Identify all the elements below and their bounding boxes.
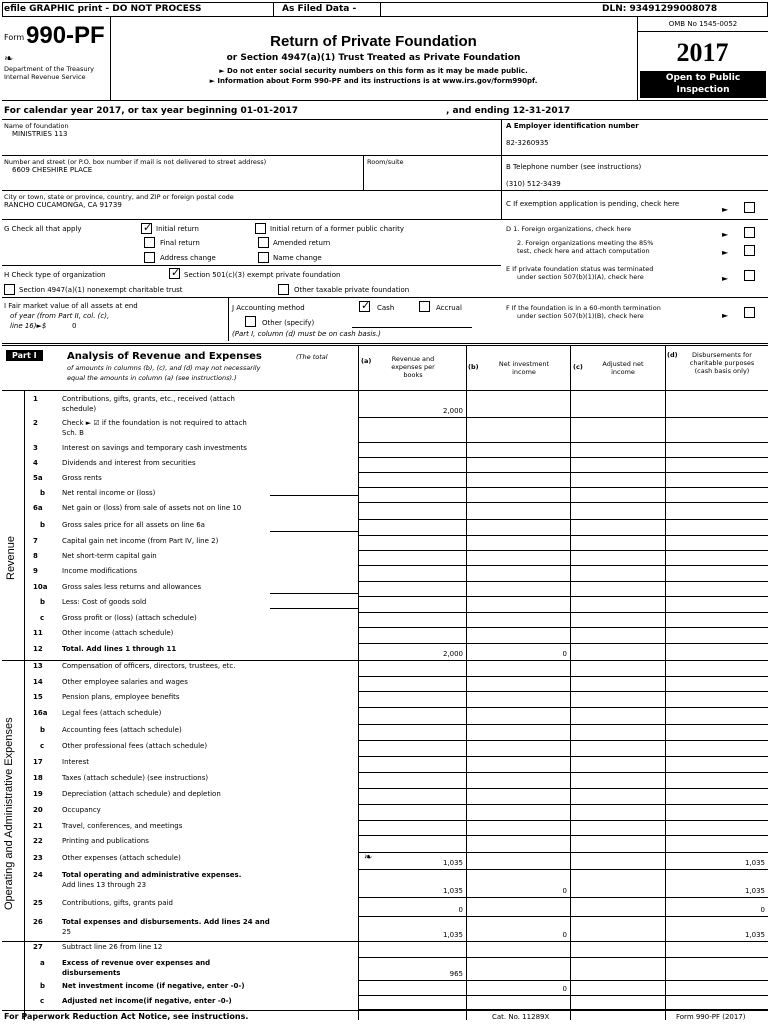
row-number: 10a	[33, 583, 48, 591]
row-value-a[interactable]: 1,035	[442, 887, 463, 895]
e-arrow-icon: ►	[722, 274, 729, 283]
h-4947-label: Section 4947(a)(1) nonexempt charitable trust	[19, 286, 183, 294]
row-label: Gross rents	[62, 474, 102, 482]
calendar-year-line: For calendar year 2017, or tax year beginning 01-01-2017	[4, 106, 299, 116]
row-label: Total expenses and disbursements. Add lines 24 and	[62, 918, 270, 926]
c-exemption-checkbox[interactable]	[744, 202, 755, 213]
col-c-key: (c)	[573, 363, 583, 371]
d2-label-1: 2. Foreign organizations meeting the 85%	[517, 239, 654, 247]
row-number: 17	[33, 758, 43, 766]
e-label-1: E If private foundation status was terminated	[506, 265, 654, 273]
c-exemption-label: C If exemption application is pending, check here	[506, 200, 680, 208]
street-address: 6609 CHESHIRE PLACE	[12, 166, 93, 174]
row-value-a[interactable]: 965	[449, 970, 463, 978]
row-label-cont: schedule)	[62, 405, 97, 413]
h-501c3-label: Section 501(c)(3) exempt private foundation	[184, 271, 341, 279]
row-number: 19	[33, 790, 43, 798]
row-number: a	[40, 959, 45, 967]
row-number: 22	[33, 837, 43, 845]
row-label: Legal fees (attach schedule)	[62, 709, 162, 717]
row-value-a[interactable]: 2,000	[442, 650, 463, 658]
row-number: 18	[33, 774, 43, 782]
row-number: 24	[33, 871, 43, 879]
d1-arrow-icon: ►	[722, 230, 729, 239]
final-return-checkbox[interactable]	[144, 237, 155, 248]
ein-value: 82-3260935	[506, 139, 549, 147]
omb-number: OMB No 1545-0052	[668, 20, 738, 28]
row-number: 15	[33, 693, 43, 701]
row-value-d[interactable]: 1,035	[744, 887, 765, 895]
i-label-3: line 16)►$	[10, 322, 47, 330]
row-number: 12	[33, 645, 43, 653]
part1-tag: Part I	[6, 350, 43, 361]
row-value-d[interactable]: 0	[760, 906, 765, 914]
j-cash-checkbox[interactable]	[359, 301, 370, 312]
row-number: c	[40, 742, 45, 750]
col-b-header: Net investment income	[498, 360, 550, 376]
d2-arrow-icon: ►	[722, 248, 729, 257]
j-note: (Part I, column (d) must be on cash basis.)	[232, 330, 381, 338]
i-label-2: of year (from Part II, col. (c),	[10, 312, 110, 320]
row-label: Occupancy	[62, 806, 101, 814]
j-other-label: Other (specify)	[262, 319, 315, 327]
d1-checkbox[interactable]	[744, 227, 755, 238]
open-public: Open to Public	[665, 73, 741, 83]
row-number: 16a	[33, 709, 48, 717]
footer-paperwork: For Paperwork Reduction Act Notice, see instructions.	[4, 1012, 249, 1021]
col-d-key: (d)	[667, 351, 678, 359]
row-number: 2	[33, 419, 38, 427]
irs-eagle-icon: ❧	[4, 52, 14, 65]
form-number: 990-PF	[26, 22, 105, 49]
row-number: 20	[33, 806, 43, 814]
dept-irs: Internal Revenue Service	[4, 73, 86, 81]
name-change-label: Name change	[273, 254, 322, 262]
row-label: Contributions, gifts, grants paid	[62, 899, 173, 907]
row-number: b	[40, 489, 46, 497]
row-label: Income modifications	[62, 567, 138, 575]
c-arrow-icon: ►	[722, 205, 729, 214]
city-label: City or town, state or province, country, and ZIP or foreign postal code	[4, 193, 234, 201]
attachment-icon[interactable]: ❧	[364, 852, 373, 863]
name-change-checkbox[interactable]	[258, 252, 269, 263]
h-4947-checkbox[interactable]	[4, 284, 15, 295]
row-number: 23	[33, 854, 43, 862]
row-label: Total. Add lines 1 through 11	[62, 645, 177, 653]
i-fmv-value: 0	[72, 322, 77, 330]
row-label: Accounting fees (attach schedule)	[62, 726, 182, 734]
row-label: Adjusted net income(if negative, enter -0-)	[62, 997, 232, 1005]
initial-return-label: Initial return	[156, 225, 199, 233]
row-label: Gross sales price for all assets on line 6a	[62, 521, 205, 529]
city-value: RANCHO CUCAMONGA, CA 91739	[4, 201, 122, 209]
row-number: 6a	[33, 504, 43, 512]
row-number: b	[40, 726, 46, 734]
tax-year: 2017	[676, 38, 729, 67]
f-label-2: under section 507(b)(1)(B), check here	[517, 312, 644, 320]
footer-cat: Cat. No. 11289X	[492, 1013, 550, 1021]
row-label: Subtract line 26 from line 12	[62, 943, 163, 951]
row-label: Other professional fees (attach schedule)	[62, 742, 208, 750]
e-label-2: under section 507(b)(1)(A), check here	[517, 273, 644, 281]
row-label-cont: Add lines 13 through 23	[62, 881, 147, 889]
row-number: 4	[33, 459, 38, 467]
part1-subtitle-2: equal the amounts in column (a) (see instructions).)	[67, 374, 237, 382]
row-number: 14	[33, 678, 43, 686]
row-number: 7	[33, 537, 38, 545]
row-label: Net short-term capital gain	[62, 552, 157, 560]
row-number: b	[40, 521, 46, 529]
col-d-header: Disbursements for charitable purposes (cash basis only)	[689, 351, 755, 375]
part1-title-note: (The total	[296, 353, 328, 361]
row-number: 3	[33, 444, 38, 452]
initial-former-label: Initial return of a former public charity	[270, 225, 405, 233]
row-label: Pension plans, employee benefits	[62, 693, 180, 701]
row-number: 13	[33, 662, 43, 670]
row-label: Less: Cost of goods sold	[62, 598, 147, 606]
col-c-header: Adjusted net income	[602, 360, 644, 376]
row-label: Interest on savings and temporary cash investments	[62, 444, 247, 452]
row-value-a[interactable]: 1,035	[442, 859, 463, 867]
d1-label: D 1. Foreign organizations, check here	[506, 225, 632, 233]
phone-label: B Telephone number (see instructions)	[506, 163, 642, 171]
row-label: Compensation of officers, directors, trustees, etc.	[62, 662, 236, 670]
initial-return-checkbox[interactable]	[141, 223, 152, 234]
foundation-name: MINISTRIES 113	[12, 130, 68, 138]
row-number: b	[40, 982, 46, 990]
row-label: Contributions, gifts, grants, etc., received (attach	[62, 395, 235, 403]
row-label: Excess of revenue over expenses and	[62, 959, 211, 967]
f-arrow-icon: ►	[722, 311, 729, 320]
open-inspection: Inspection	[676, 85, 730, 95]
revenue-side-label: Revenue	[5, 535, 17, 580]
foundation-name-label: Name of foundation	[4, 122, 69, 130]
row-number: 26	[33, 918, 43, 926]
row-label: Other expenses (attach schedule)	[62, 854, 181, 862]
j-other-checkbox[interactable]	[245, 316, 256, 327]
row-label: Net gain or (loss) from sale of assets not on line 10	[62, 504, 242, 512]
row-label: Other employee salaries and wages	[62, 678, 188, 686]
row-label: Dividends and interest from securities	[62, 459, 196, 467]
row-label: Gross profit or (loss) (attach schedule)	[62, 614, 197, 622]
d2-checkbox[interactable]	[744, 245, 755, 256]
row-number: c	[40, 614, 45, 622]
room-suite-label: Room/suite	[367, 158, 404, 166]
row-value-b[interactable]: 0	[562, 650, 567, 658]
row-value-a[interactable]: 0	[458, 906, 463, 914]
part1-subtitle-1: of amounts in columns (b), (c), and (d) may not necessarily	[67, 364, 261, 372]
row-value-b[interactable]: 0	[562, 931, 567, 939]
row-number: c	[40, 997, 45, 1005]
row-label: Capital gain net income (from Part IV, line 2)	[62, 537, 219, 545]
row-label-cont: disbursements	[62, 969, 121, 977]
efile-banner-text: efile GRAPHIC print - DO NOT PROCESS	[4, 4, 202, 14]
instr-link: ► Information about Form 990-PF and its instructions is at www.irs.gov/form990pf.	[209, 77, 538, 85]
i-label-1: I Fair market value of all assets at end	[4, 302, 138, 310]
row-label: Travel, conferences, and meetings	[62, 822, 183, 830]
j-cash-label: Cash	[377, 304, 395, 312]
amended-return-label: Amended return	[273, 239, 331, 247]
row-number: b	[40, 598, 46, 606]
row-label: Taxes (attach schedule) (see instructions)	[62, 774, 209, 782]
row-label: Other income (attach schedule)	[62, 629, 174, 637]
row-number: 1	[33, 395, 38, 403]
d2-label-2: test, check here and attach computation	[517, 247, 650, 255]
g-label: G Check all that apply	[4, 225, 82, 233]
amended-return-checkbox[interactable]	[258, 237, 269, 248]
row-value-d[interactable]: 1,035	[744, 859, 765, 867]
row-value-b[interactable]: 0	[562, 887, 567, 895]
col-a-key: (a)	[361, 357, 372, 365]
f-label-1: F If the foundation is in a 60-month termination	[506, 304, 661, 312]
h-501c3-checkbox[interactable]	[169, 268, 180, 279]
row-number: 27	[33, 943, 43, 951]
j-accrual-label: Accrual	[436, 304, 462, 312]
part1-title: Analysis of Revenue and Expenses	[67, 351, 262, 362]
col-a-header: Revenue and expenses per books	[391, 355, 435, 379]
h-other-label: Other taxable private foundation	[294, 286, 410, 294]
row-label-cont: Sch. B	[62, 429, 84, 437]
initial-former-checkbox[interactable]	[255, 223, 266, 234]
form-title: Return of Private Foundation	[270, 33, 477, 50]
f-checkbox[interactable]	[744, 307, 755, 318]
row-number: 8	[33, 552, 38, 560]
j-label: J Accounting method	[232, 304, 305, 312]
row-number: 21	[33, 822, 43, 830]
j-accrual-checkbox[interactable]	[419, 301, 430, 312]
dln: DLN: 93491299008078	[602, 4, 718, 14]
row-value-b[interactable]: 0	[562, 985, 567, 993]
dept-treasury: Department of the Treasury	[4, 65, 95, 73]
ein-label: A Employer identification number	[506, 122, 639, 130]
row-value-a[interactable]: 2,000	[442, 407, 463, 415]
h-label: H Check type of organization	[4, 271, 106, 279]
final-return-label: Final return	[160, 239, 200, 247]
row-value-d[interactable]: 1,035	[744, 931, 765, 939]
row-number: 9	[33, 567, 38, 575]
row-label: Net rental income or (loss)	[62, 489, 156, 497]
calendar-ending: , and ending 12-31-2017	[446, 106, 571, 116]
form-word: Form	[4, 33, 25, 42]
phone-value: (310) 512-3439	[506, 180, 561, 188]
row-label: Net investment income (if negative, enter -0-)	[62, 982, 245, 990]
address-change-label: Address change	[160, 254, 216, 262]
row-label: Check ► ☑ if the foundation is not required to attach	[62, 419, 247, 427]
row-label: Printing and publications	[62, 837, 149, 845]
row-label: Depreciation (attach schedule) and depletion	[62, 790, 221, 798]
address-label: Number and street (or P.O. box number if mail is not delivered to street address)	[4, 158, 267, 166]
as-filed-banner: As Filed Data -	[282, 4, 357, 14]
form-subtitle: or Section 4947(a)(1) Trust Treated as Private Foundation	[226, 53, 521, 63]
h-other-checkbox[interactable]	[278, 284, 289, 295]
footer-form: Form 990-PF (2017)	[676, 1013, 746, 1021]
expenses-side-label: Operating and Administrative Expenses	[3, 717, 15, 910]
row-number: 11	[33, 629, 43, 637]
row-label-cont: 25	[62, 928, 71, 936]
address-change-checkbox[interactable]	[144, 252, 155, 263]
e-checkbox[interactable]	[744, 270, 755, 281]
row-value-a[interactable]: 1,035	[442, 931, 463, 939]
row-number: 25	[33, 899, 43, 907]
row-label: Gross sales less returns and allowances	[62, 583, 202, 591]
instr-ssn: ► Do not enter social security numbers on this form as it may be made public.	[219, 67, 528, 75]
row-number: 5a	[33, 474, 43, 482]
row-label: Total operating and administrative expenses.	[62, 871, 242, 879]
col-b-key: (b)	[468, 363, 479, 371]
row-label: Interest	[62, 758, 89, 766]
